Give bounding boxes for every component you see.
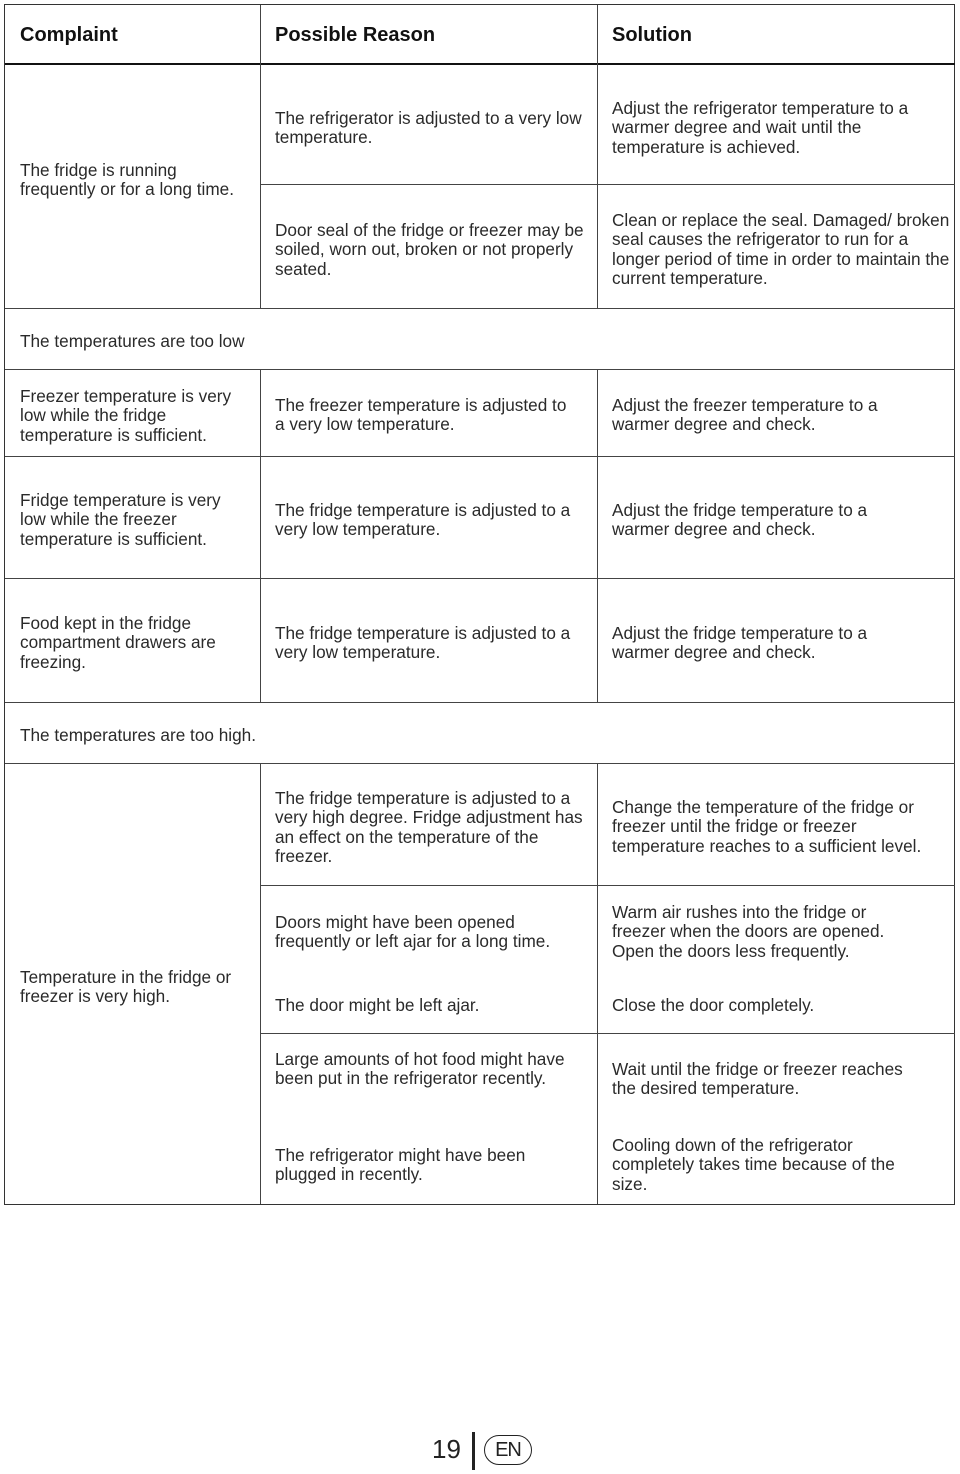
reason-cell: The freezer temperature is adjusted to a very low temperature. [275,395,567,435]
reason-cell: Large amounts of hot food might have been put in the refrigerator recently. [275,1049,565,1089]
sub-row-divider [260,1033,955,1034]
header-solution: Solution [612,24,692,46]
column-divider [597,5,598,308]
footer-divider [472,1432,475,1470]
row-divider [5,578,955,579]
solution-cell: Warm air rushes into the fridge or freezer when the doors are opened. Open the doors less frequently. [612,902,885,961]
sub-row-divider [260,184,955,185]
row-divider [5,456,955,457]
solution-cell: Close the door completely. [612,995,815,1015]
solution-cell: Cooling down of the refrigerator completely takes time because of the size. [612,1135,895,1194]
header-possible-reason: Possible Reason [275,24,436,46]
solution-cell: Adjust the refrigerator temperature to a warmer degree and wait until the temperature is achieved. [612,98,909,157]
reason-cell: The fridge temperature is adjusted to a very low temperature. [275,623,571,663]
row-divider [5,702,955,703]
complaint-cell: The fridge is running frequently or for a long time. [20,160,234,200]
column-divider [260,369,261,702]
reason-cell: Door seal of the fridge or freezer may be soiled, worn out, broken or not properly seated. [275,220,584,279]
column-divider [597,763,598,1204]
row-divider [5,369,955,370]
reason-cell: The refrigerator is adjusted to a very low temperature. [275,108,582,148]
section-heading-too-low: The temperatures are too low [20,331,245,351]
reason-cell: The fridge temperature is adjusted to a very high degree. Fridge adjustment has an effect on the temperature of the freezer. [275,788,583,866]
complaint-cell: Temperature in the fridge or freezer is very high. [20,967,232,1007]
complaint-cell: Food kept in the fridge compartment drawers are freezing. [20,613,216,672]
solution-cell: Wait until the fridge or freezer reaches the desired temperature. [612,1059,903,1099]
reason-cell: The door might be left ajar. [275,995,480,1015]
column-divider [260,763,261,1204]
page-number: 19 [432,1434,461,1464]
solution-cell: Change the temperature of the fridge or freezer until the fridge or freezer temperature reaches to a sufficient level. [612,797,922,856]
complaint-cell: Freezer temperature is very low while the fridge temperature is sufficient. [20,386,232,445]
complaint-cell: Fridge temperature is very low while the freezer temperature is sufficient. [20,490,221,549]
solution-cell: Adjust the fridge temperature to a warmer degree and check. [612,500,868,540]
solution-cell: Adjust the freezer temperature to a warmer degree and check. [612,395,878,435]
row-divider [5,308,955,309]
section-heading-too-high: The temperatures are too high. [20,725,256,745]
header-complaint: Complaint [20,24,118,46]
header-rule [5,63,955,65]
row-divider [5,763,955,764]
reason-cell: The refrigerator might have been plugged in recently. [275,1145,526,1185]
column-divider [597,369,598,702]
solution-cell: Adjust the fridge temperature to a warmer degree and check. [612,623,868,663]
column-divider [260,5,261,308]
reason-cell: Doors might have been opened frequently or left ajar for a long time. [275,912,551,952]
reason-cell: The fridge temperature is adjusted to a very low temperature. [275,500,571,540]
language-badge: EN [484,1435,532,1465]
sub-row-divider [260,885,955,886]
solution-cell: Clean or replace the seal. Damaged/ broken seal causes the refrigerator to run for a longer period of time in order to maintain the current temperature. [612,210,950,288]
